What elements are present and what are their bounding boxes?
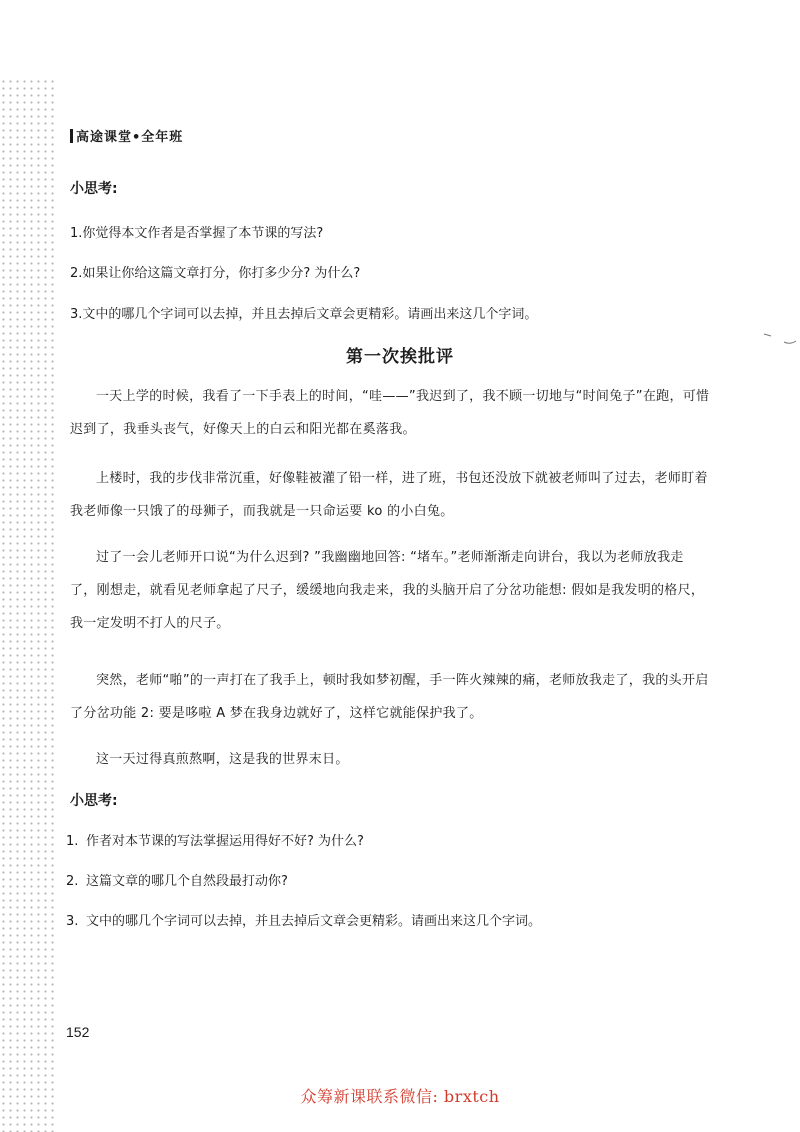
section2-question-3-number: 3. [66, 914, 79, 929]
page-number: 152 [66, 1024, 90, 1040]
essay-paragraph-5: 这一天过得真煎熬啊，这是我的世界末日。 [96, 752, 349, 767]
section2-question-3-text: 文中的哪几个字词可以去掉，并且去掉后文章会更精彩。请画出来这几个字词。 [86, 914, 542, 929]
section2-question-2-number: 2. [66, 874, 79, 889]
section2-question-1 [66, 830, 364, 849]
section1-question-1: 1.你觉得本文作者是否掌握了本节课的写法? [70, 226, 324, 241]
scan-mark-icon [762, 328, 798, 348]
running-head-bar [70, 129, 73, 143]
running-head [70, 126, 183, 145]
section2-question-3 [66, 910, 541, 929]
watermark: 众筹新课联系微信: brxtch [300, 1087, 500, 1106]
section2-question-1-number: 1. [66, 834, 79, 849]
essay-paragraph-1: 一天上学的时候，我看了一下手表上的时间，“哇——”我迟到了，我不顾一切地与“时间兔子”在跑，可惜迟到了，我垂头丧气，好像天上的白云和阳光都在奚落我。 [70, 389, 710, 437]
essay-paragraph-4: 突然，老师“啪”的一声打在了我手上，顿时我如梦初醒，手一阵火辣辣的痛，老师放我走了，我的头开启了分岔功能 2: 要是哆啦 A 梦在我身边就好了，这样它就能保护我了。 [70, 673, 709, 721]
section1-question-2: 2.如果让你给这篇文章打分，你打多少分? 为什么? [70, 266, 361, 281]
essay-paragraph-3: 过了一会儿老师开口说“为什么迟到? ”我幽幽地回答: “堵车。”老师渐渐走向讲台，我以为老师放我走了，刚想走，就看见老师拿起了尺子，缓缓地向我走来，我的头脑开启了分岔功能想: 假如是我发明的格尺，我一定发明不打人的尺子。 [70, 550, 705, 631]
essay-title: 第一次挨批评 [346, 347, 454, 367]
section2-label: 小思考: [70, 793, 118, 809]
essay-paragraph-2: 上楼时，我的步伐非常沉重，好像鞋被灌了铅一样，进了班，书包还没放下就被老师叫了过去，老师盯着我老师像一只饿了的母狮子，而我就是一只命运要 ko 的小白兔。 [70, 471, 708, 519]
section1-label: 小思考: [70, 181, 118, 197]
section2-question-2 [66, 870, 288, 889]
section1-question-3: 3.文中的哪几个字词可以去掉，并且去掉后文章会更精彩。请画出来这几个字词。 [70, 307, 538, 322]
section2-question-1-text: 作者对本节课的写法掌握运用得好不好? 为什么? [86, 834, 364, 849]
running-head-text: 高途课堂•全年班 [76, 130, 184, 145]
section2-question-2-text: 这篇文章的哪几个自然段最打动你? [86, 874, 288, 889]
